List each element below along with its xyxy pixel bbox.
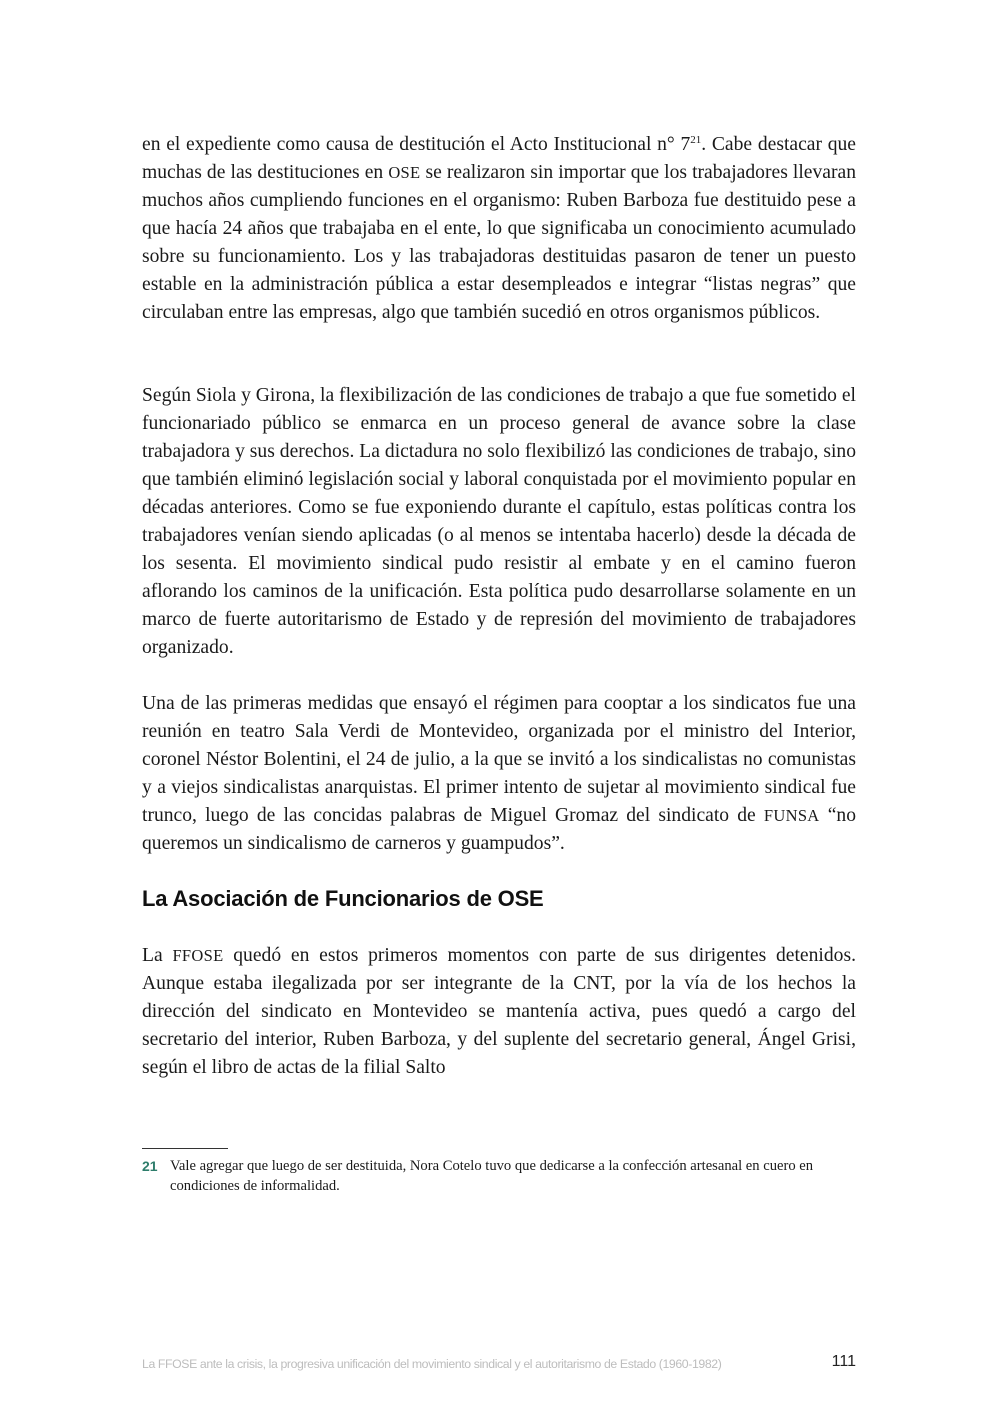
body-paragraph-2: Según Siola y Girona, la flexibilización de las condiciones de trabajo a que fue sometido el funcionariado público se enmarca en un proceso general de avance sobre la clase trabajadora y sus derechos. La dictadura no solo flexibilizó las condiciones de trabajo, sino que también eliminó legislación social y laboral conquistada por el movimiento popular en décadas anteriores. Como se fue exponiendo durante el capítulo, estas políticas contra los trabajadores venían siendo aplicadas (o al menos se intentaba hacerlo) desde la década de los sesenta. El movimiento sindical pudo resistir al embate y en el camino fueron aflorando los caminos de la unificación. Esta política pudo desarrollarse solamente en un marco de fuerte autoritarismo de Estado y de represión del movimiento de trabajadores organizado.: [142, 385, 856, 658]
abbreviation-funsa: FUNSA: [763, 806, 820, 825]
paragraph-text: se realizaron sin importar que los trabajadores llevaran muchos años cumpliendo funciones en el organismo: Ruben Barboza fue destituido pese a que hacía 24 años que trabajaba en el ente, lo que significaba un conocimiento acumulado sobre su funcionamiento. Los y las trabajadoras destituidas pasaron de tener un puesto estable en la administración pública a estar desempleados e integrar “listas negras” que circulaban entre las empresas, algo que también sucedió en otros organismos públicos.: [142, 162, 856, 323]
paragraph-text: en el expediente como causa de destitución el Acto Institucional n° 7: [142, 134, 691, 155]
paragraph-text: . Cabe destacar que muchas de las destituciones en: [142, 134, 856, 183]
abbreviation-ffose: FFOSE: [172, 946, 224, 965]
footnote-text: Vale agregar que luego de ser destituida, Nora Cotelo tuvo que dedicarse a la confección artesanal en cuero en condiciones de informalidad.: [170, 1158, 814, 1194]
footnote-number: 21: [142, 1158, 158, 1174]
footnote-divider: [142, 1148, 228, 1149]
running-footer-title: La FFOSE ante la crisis, la progresiva unificación del movimiento sindical y el autoritarismo de Estado (1960-1982): [142, 1357, 722, 1371]
paragraph-text: La: [142, 945, 173, 966]
body-paragraph-4: [142, 942, 856, 1082]
page-number: 111: [831, 1353, 856, 1370]
paragraph-text: Una de las primeras medidas que ensayó el régimen para cooptar a los sindicatos fue una reunión en teatro Sala Verdi de Montevideo, organizada por el ministro del Interior, coronel Néstor Bolentini, el 24 de julio, a la que se invitó a los sindicalistas no comunistas y a viejos sindicalistas anarquistas. El primer intento de sujetar al movimiento sindical fue trunco, luego de las concidas palabras de Miguel Gromaz del sindicato de: [142, 693, 856, 826]
body-paragraph-1: [142, 131, 856, 327]
section-heading: La Asociación de Funcionarios de OSE: [142, 886, 544, 911]
paragraph-text: quedó en estos primeros momentos con parte de sus dirigentes detenidos. Aunque estaba ilegalizada por ser integrante de la CNT, por la vía de los hechos la dirección del sindicato en Montevideo se mantenía activa, pues quedó a cargo del secretario del interior, Ruben Barboza, y del suplente del secretario general, Ángel Grisi, según el libro de actas de la filial Salto: [142, 945, 856, 1078]
abbreviation-ose: OSE: [388, 163, 421, 182]
footnote-reference[interactable]: 21: [690, 134, 702, 146]
paragraph-text: “no queremos un sindicalismo de carneros y guampudos”.: [142, 805, 856, 854]
body-paragraph-3: [142, 690, 856, 858]
